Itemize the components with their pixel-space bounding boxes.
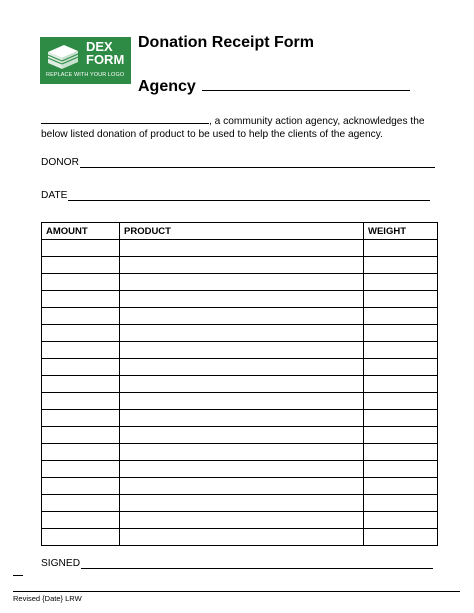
table-cell-weight[interactable] bbox=[364, 291, 438, 308]
table-row bbox=[42, 325, 438, 342]
table-row bbox=[42, 342, 438, 359]
stack-of-papers-icon bbox=[46, 42, 80, 72]
table-row bbox=[42, 240, 438, 257]
signature-blank-line[interactable] bbox=[81, 559, 433, 569]
table-cell-product[interactable] bbox=[120, 427, 364, 444]
table-cell-product[interactable] bbox=[120, 478, 364, 495]
table-cell-product[interactable] bbox=[120, 410, 364, 427]
table-cell-amount[interactable] bbox=[42, 376, 120, 393]
table-cell-weight[interactable] bbox=[364, 512, 438, 529]
acknowledgement-text: , a community action agency, acknowledges the below listed donation of product to be used to help the clients of the agency. bbox=[41, 116, 425, 140]
column-header-product: PRODUCT bbox=[120, 223, 364, 240]
table-cell-amount[interactable] bbox=[42, 325, 120, 342]
table-cell-amount[interactable] bbox=[42, 495, 120, 512]
agency-name-blank-line[interactable] bbox=[41, 115, 209, 124]
table-row bbox=[42, 257, 438, 274]
table-cell-amount[interactable] bbox=[42, 274, 120, 291]
column-header-weight: WEIGHT bbox=[364, 223, 438, 240]
agency-blank-line[interactable] bbox=[202, 78, 410, 91]
table-cell-product[interactable] bbox=[120, 308, 364, 325]
table-cell-amount[interactable] bbox=[42, 427, 120, 444]
table-cell-amount[interactable] bbox=[42, 529, 120, 546]
table-row bbox=[42, 478, 438, 495]
logo-brand-line1: DEX bbox=[86, 39, 113, 54]
table-cell-weight[interactable] bbox=[364, 393, 438, 410]
table-cell-product[interactable] bbox=[120, 529, 364, 546]
table-row bbox=[42, 461, 438, 478]
table-cell-amount[interactable] bbox=[42, 393, 120, 410]
footer-revision: Revised {Date} LRW bbox=[13, 594, 82, 603]
table-cell-product[interactable] bbox=[120, 495, 364, 512]
table-row bbox=[42, 308, 438, 325]
page-title: Donation Receipt Form bbox=[138, 34, 315, 51]
table-cell-product[interactable] bbox=[120, 240, 364, 257]
logo-brand-line2: FORM bbox=[86, 52, 125, 67]
table-cell-weight[interactable] bbox=[364, 240, 438, 257]
table-cell-amount[interactable] bbox=[42, 257, 120, 274]
table-cell-amount[interactable] bbox=[42, 410, 120, 427]
table-row bbox=[42, 495, 438, 512]
donor-blank-line[interactable] bbox=[80, 158, 435, 168]
table-cell-amount[interactable] bbox=[42, 444, 120, 461]
table-cell-weight[interactable] bbox=[364, 308, 438, 325]
table-row bbox=[42, 444, 438, 461]
table-row bbox=[42, 376, 438, 393]
table-cell-product[interactable] bbox=[120, 393, 364, 410]
table-cell-weight[interactable] bbox=[364, 478, 438, 495]
table-cell-product[interactable] bbox=[120, 444, 364, 461]
table-cell-weight[interactable] bbox=[364, 342, 438, 359]
table-cell-weight[interactable] bbox=[364, 376, 438, 393]
table-row bbox=[42, 393, 438, 410]
table-row bbox=[42, 512, 438, 529]
column-header-amount: AMOUNT bbox=[42, 223, 120, 240]
table-cell-product[interactable] bbox=[120, 461, 364, 478]
agency-label: Agency bbox=[138, 78, 196, 95]
table-cell-weight[interactable] bbox=[364, 359, 438, 376]
short-divider bbox=[13, 575, 23, 576]
table-cell-weight[interactable] bbox=[364, 461, 438, 478]
acknowledgement-paragraph bbox=[41, 115, 441, 141]
donation-table bbox=[41, 222, 438, 546]
table-cell-amount[interactable] bbox=[42, 291, 120, 308]
company-logo bbox=[40, 37, 131, 84]
table-row bbox=[42, 427, 438, 444]
table-row bbox=[42, 359, 438, 376]
table-row bbox=[42, 410, 438, 427]
table-cell-amount[interactable] bbox=[42, 308, 120, 325]
date-blank-line[interactable] bbox=[68, 191, 430, 201]
date-field bbox=[41, 190, 430, 201]
table-cell-weight[interactable] bbox=[364, 325, 438, 342]
donor-label: DONOR bbox=[41, 157, 79, 168]
table-cell-product[interactable] bbox=[120, 376, 364, 393]
agency-field bbox=[138, 78, 410, 96]
table-cell-weight[interactable] bbox=[364, 529, 438, 546]
table-header-row bbox=[42, 223, 438, 240]
table-cell-product[interactable] bbox=[120, 291, 364, 308]
table-cell-product[interactable] bbox=[120, 512, 364, 529]
table-cell-product[interactable] bbox=[120, 274, 364, 291]
table-cell-product[interactable] bbox=[120, 325, 364, 342]
table-cell-weight[interactable] bbox=[364, 410, 438, 427]
table-cell-weight[interactable] bbox=[364, 274, 438, 291]
footer-divider bbox=[13, 591, 460, 592]
table-cell-amount[interactable] bbox=[42, 512, 120, 529]
date-label: DATE bbox=[41, 190, 68, 201]
signed-field bbox=[41, 558, 433, 569]
table-cell-amount[interactable] bbox=[42, 240, 120, 257]
table-cell-weight[interactable] bbox=[364, 495, 438, 512]
logo-brand bbox=[86, 40, 124, 66]
table-cell-weight[interactable] bbox=[364, 444, 438, 461]
table-row bbox=[42, 529, 438, 546]
table-cell-product[interactable] bbox=[120, 257, 364, 274]
table-cell-amount[interactable] bbox=[42, 461, 120, 478]
table-cell-weight[interactable] bbox=[364, 427, 438, 444]
table-cell-weight[interactable] bbox=[364, 257, 438, 274]
donor-field bbox=[41, 157, 435, 168]
table-cell-product[interactable] bbox=[120, 342, 364, 359]
table-row bbox=[42, 274, 438, 291]
table-cell-amount[interactable] bbox=[42, 478, 120, 495]
logo-tagline: REPLACE WITH YOUR LOGO bbox=[46, 72, 125, 78]
table-row bbox=[42, 291, 438, 308]
table-cell-product[interactable] bbox=[120, 359, 364, 376]
signed-label: SIGNED bbox=[41, 558, 81, 569]
table-cell-amount[interactable] bbox=[42, 342, 120, 359]
table-cell-amount[interactable] bbox=[42, 359, 120, 376]
